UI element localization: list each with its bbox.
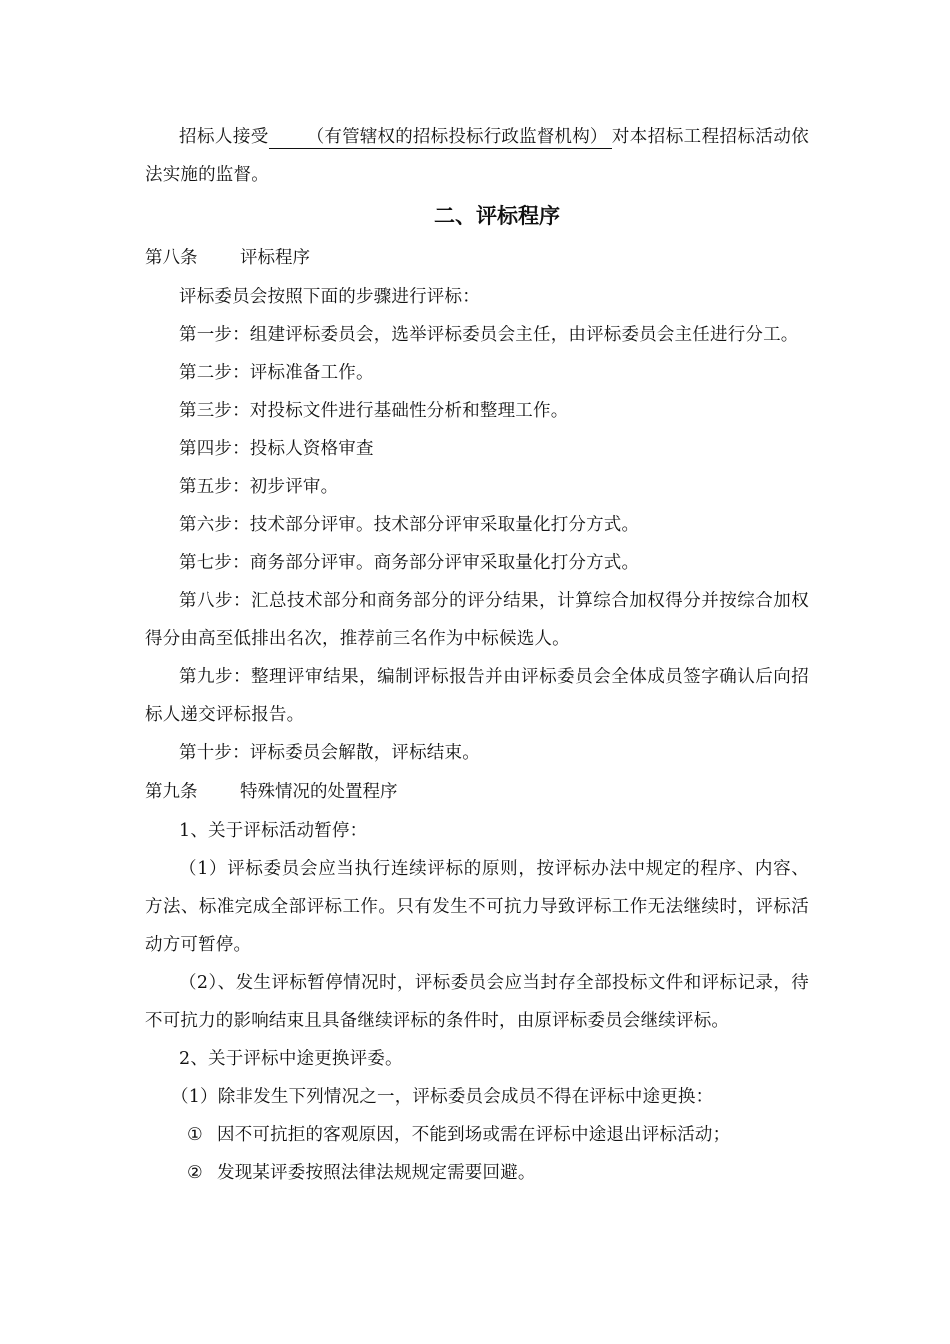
step-5: 第五步：初步评审。 <box>179 477 339 497</box>
document-page <box>145 118 809 1192</box>
item-2-paragraph-1: （1）除非发生下列情况之一，评标委员会成员不得在评标中途更换： <box>171 1087 714 1107</box>
step-3: 第三步：对投标文件进行基础性分析和整理工作。 <box>179 401 569 421</box>
case-1 <box>145 1116 809 1154</box>
intro-paragraph <box>145 118 809 194</box>
step-4: 第四步：投标人资格审查 <box>179 439 374 459</box>
step-8: 第八步：汇总技术部分和商务部分的评分结果，计算综合加权得分并按综合加权得分由高至低排出名次，推荐前三名作为中标候选人。 <box>145 591 809 649</box>
intro-suffix: 对本招标工程招标活动依法实施的监督。 <box>145 127 809 185</box>
item-2-title: 2、关于评标中途更换评委。 <box>179 1049 403 1069</box>
step-6: 第六步：技术部分评审。技术部分评审采取量化打分方式。 <box>179 515 640 535</box>
case-2-text: 发现某评委按照法律法规规定需要回避。 <box>217 1163 536 1183</box>
section-title: 二、评标程序 <box>434 203 560 228</box>
case-1-text: 因不可抗拒的客观原因，不能到场或需在评标中途退出评标活动； <box>217 1125 731 1145</box>
item-1-title: 1、关于评标活动暂停： <box>179 821 368 841</box>
item-1-paragraph-1: （1）评标委员会应当执行连续评标的原则，按评标办法中规定的程序、内容、方法、标准完成全部评标工作。只有发生不可抗力导致评标工作无法继续时，评标活动方可暂停。 <box>145 859 809 955</box>
item-1-paragraph-2: （2）、发生评标暂停情况时，评标委员会应当封存全部投标文件和评标记录，待不可抗力的影响结束且具备继续评标的条件时，由原评标委员会继续评标。 <box>145 973 809 1031</box>
article-8-title: 评标程序 <box>240 248 310 268</box>
article-8-heading <box>145 238 809 278</box>
article-8-number: 第八条 <box>145 248 198 268</box>
case-1-marker: ① <box>187 1125 203 1145</box>
step-9: 第九步：整理评审结果，编制评标报告并由评标委员会全体成员签字确认后向招标人递交评标报告。 <box>145 667 809 725</box>
article-9-number: 第九条 <box>145 782 198 802</box>
article-9-heading <box>145 772 809 812</box>
step-7: 第七步：商务部分评审。商务部分评审采取量化打分方式。 <box>179 553 640 573</box>
intro-prefix: 招标人接受 <box>179 127 269 147</box>
step-2: 第二步：评标准备工作。 <box>179 363 374 383</box>
step-10: 第十步：评标委员会解散，评标结束。 <box>179 743 480 763</box>
supervisory-authority-blank: （有管辖权的招标投标行政监督机构） <box>269 126 612 149</box>
case-2 <box>145 1154 809 1192</box>
article-9-title: 特殊情况的处置程序 <box>240 782 398 802</box>
case-2-marker: ② <box>187 1163 203 1183</box>
article-8-lead: 评标委员会按照下面的步骤进行评标： <box>179 287 480 307</box>
step-1: 第一步：组建评标委员会，选举评标委员会主任，由评标委员会主任进行分工。 <box>179 325 799 345</box>
